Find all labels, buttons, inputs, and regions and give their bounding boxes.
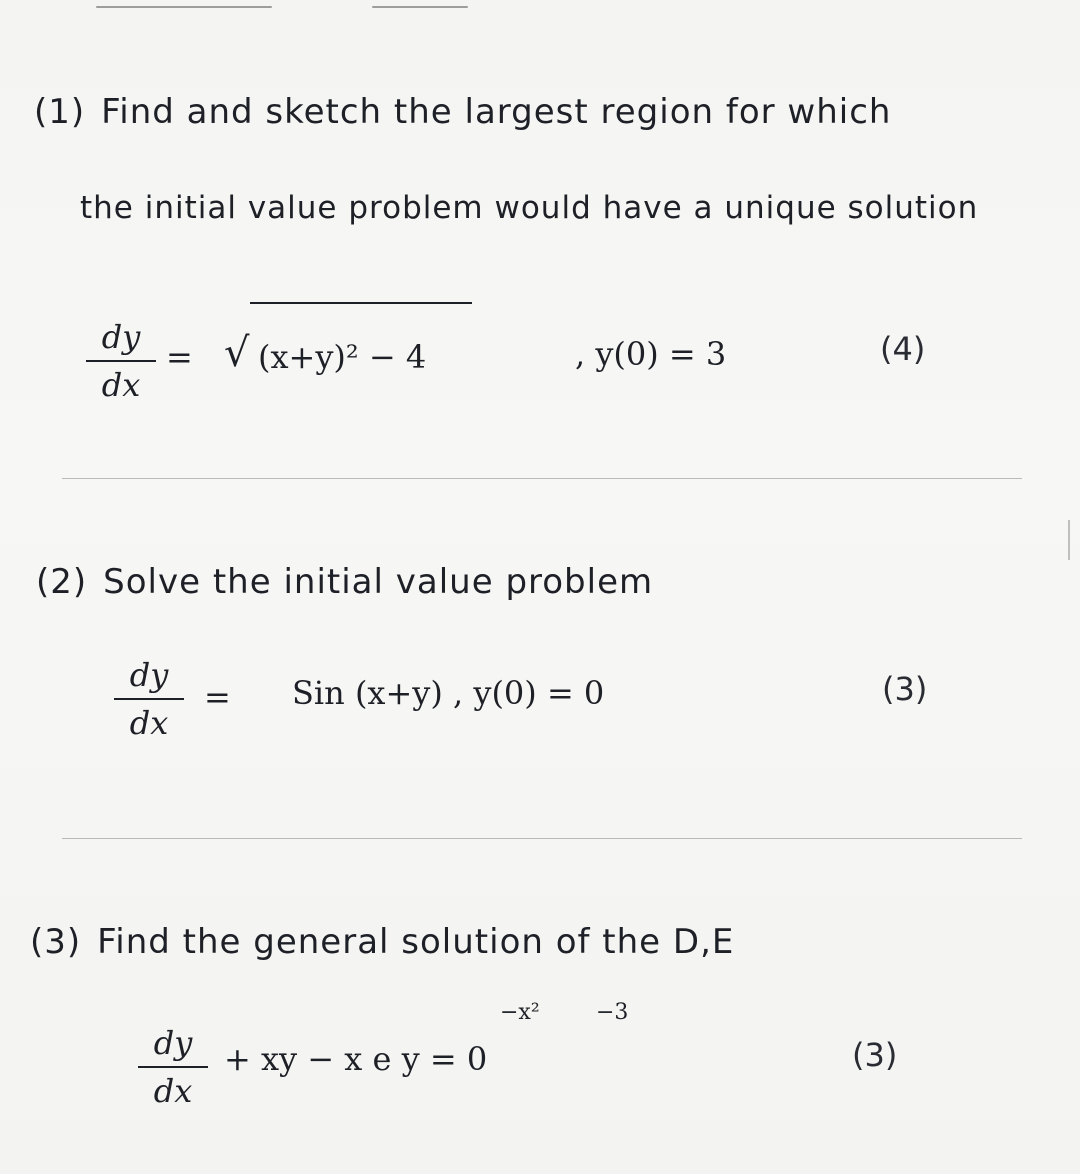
top-edge-mark [96, 6, 272, 8]
q3-exponent-y: −3 [596, 1000, 629, 1025]
q2-equals: = [204, 678, 231, 716]
q2-number: (2) [36, 562, 88, 602]
q1-radicand: (x+y)² − 4 [258, 338, 427, 376]
q1-marks: (4) [880, 330, 926, 368]
sqrt-symbol: √ [224, 330, 250, 376]
top-edge-mark [372, 6, 468, 8]
q3-marks: (3) [852, 1036, 898, 1074]
q3-rhs: + xy − x e y = 0 [224, 1040, 488, 1078]
fraction-bar [114, 698, 184, 700]
q3-text: Find the general solution of the D,E [97, 922, 735, 962]
q2-text: Solve the initial value problem [103, 562, 654, 602]
sqrt-vinculum [250, 302, 472, 304]
fraction-bar [138, 1066, 208, 1068]
q1-equals: = [166, 338, 193, 376]
q3-line [30, 922, 734, 962]
divider [62, 478, 1022, 479]
q2-derivative [114, 656, 184, 742]
q1-line1 [34, 92, 891, 132]
q2-rhs: Sin (x+y) , y(0) = 0 [292, 674, 605, 712]
q1-dy: dy [101, 318, 141, 356]
q1-derivative [86, 318, 156, 404]
q3-dx: dx [153, 1072, 193, 1110]
divider [62, 838, 1022, 839]
q1-number: (1) [34, 92, 86, 132]
q1-text-line1: Find and sketch the largest region for which [101, 92, 892, 132]
q2-dx: dx [129, 704, 169, 742]
q2-dy: dy [129, 656, 169, 694]
q3-derivative [138, 1024, 208, 1110]
fraction-bar [86, 360, 156, 362]
q1-initial-condition: , y(0) = 3 [575, 335, 727, 373]
q3-dy: dy [153, 1024, 193, 1062]
q1-dx: dx [101, 366, 141, 404]
q2-marks: (3) [882, 670, 928, 708]
q3-number: (3) [30, 922, 82, 962]
edge-mark [1068, 520, 1070, 560]
q2-line [36, 562, 653, 602]
q1-line2: the initial value problem would have a unique solution [80, 190, 979, 226]
q3-exponent-e: −x² [500, 1000, 540, 1025]
